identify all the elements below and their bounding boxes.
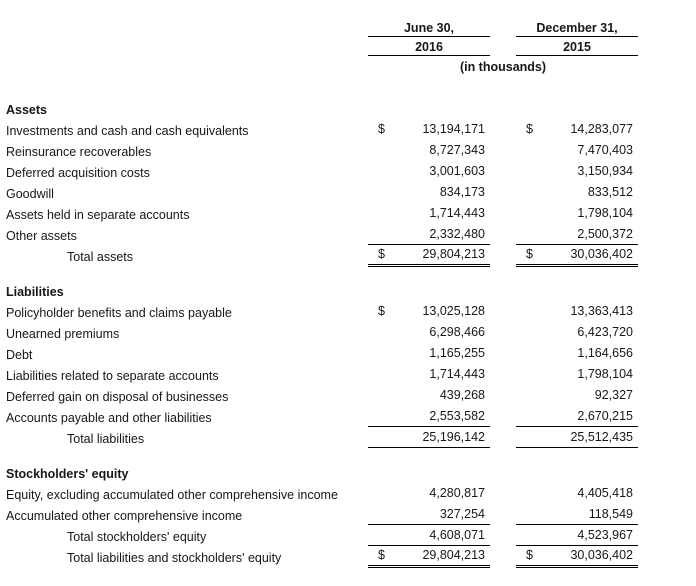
currency-symbol: $ (526, 547, 533, 562)
amount-value: 2,332,480 (429, 226, 485, 241)
spacer-cell (0, 55, 368, 75)
amount-value: 833,512 (587, 185, 633, 199)
amount-2016 (368, 321, 490, 342)
section-header: Liabilities (6, 285, 64, 299)
amount-2016 (368, 160, 490, 181)
amount-value: 1,164,656 (577, 346, 633, 360)
spacer-row (0, 265, 696, 279)
amount-value: 30,036,402 (570, 246, 633, 261)
amount-value: 29,804,213 (422, 547, 485, 562)
table-row (0, 160, 696, 181)
amount-2015 (516, 482, 638, 503)
amount-2015 (516, 118, 638, 139)
amount-value: 3,001,603 (429, 164, 485, 178)
currency-symbol: $ (526, 122, 533, 136)
spacer-cell (638, 36, 696, 55)
section-header: Stockholders' equity (6, 467, 129, 481)
currency-symbol: $ (378, 547, 385, 562)
spacer-cell (490, 36, 516, 55)
amount-value: 30,036,402 (570, 547, 633, 562)
amount-2016 (368, 545, 490, 566)
amount-2015 (516, 545, 638, 566)
table-row (0, 118, 696, 139)
row-label: Accumulated other comprehensive income (6, 509, 243, 523)
amount-2016 (368, 363, 490, 384)
amount-value: 6,423,720 (577, 325, 633, 339)
column-header-year-2015: 2015 (516, 36, 638, 55)
table-row (0, 36, 696, 55)
amount-value: 2,670,215 (577, 408, 633, 423)
column-header-year-2016: 2016 (368, 36, 490, 55)
column-header-period-2015: December 31, (516, 14, 638, 36)
amount-2016 (368, 384, 490, 405)
row-label: Investments and cash and cash equivalents (6, 124, 249, 138)
amount-2016 (368, 300, 490, 321)
row-label: Deferred acquisition costs (6, 166, 150, 180)
amount-2016 (368, 426, 490, 447)
amount-value: 1,714,443 (429, 206, 485, 220)
amount-2015 (516, 321, 638, 342)
row-label: Total assets (67, 250, 134, 264)
row-label: Total liabilities and stockholders' equity (67, 551, 282, 565)
amount-2016 (368, 139, 490, 160)
amount-2016 (368, 524, 490, 545)
amount-2015 (516, 244, 638, 265)
table-row (0, 405, 696, 426)
amount-2015 (516, 300, 638, 321)
spacer-row (0, 447, 696, 461)
amount-value: 4,405,418 (577, 486, 633, 500)
amount-value: 4,608,071 (429, 527, 485, 542)
table-row (0, 482, 696, 503)
amount-2015 (516, 181, 638, 202)
amount-value: 29,804,213 (422, 246, 485, 261)
table-row (0, 202, 696, 223)
amount-2015 (516, 503, 638, 524)
amount-value: 1,798,104 (577, 367, 633, 381)
amount-2015 (516, 223, 638, 244)
section-header-row (0, 279, 696, 300)
amount-value: 13,025,128 (422, 304, 485, 318)
row-label: Unearned premiums (6, 327, 120, 341)
section-header-row (0, 461, 696, 482)
row-label: Goodwill (6, 187, 54, 201)
section-header: Assets (6, 103, 47, 117)
table-row (0, 139, 696, 160)
table-row (0, 321, 696, 342)
row-label: Equity, excluding accumulated other comprehensive income (6, 488, 338, 502)
amount-value: 834,173 (439, 185, 485, 199)
table-row (0, 363, 696, 384)
spacer-cell (490, 14, 516, 36)
amount-value: 13,363,413 (570, 304, 633, 318)
amount-value: 1,714,443 (429, 367, 485, 381)
row-label: Policyholder benefits and claims payable (6, 306, 232, 320)
currency-symbol: $ (378, 246, 385, 261)
amount-2015 (516, 524, 638, 545)
table-row (0, 503, 696, 524)
spacer-cell (0, 14, 368, 36)
spacer-cell (638, 55, 696, 75)
column-header-period-2016: June 30, (368, 14, 490, 36)
section-header-row (0, 97, 696, 118)
amount-2016 (368, 181, 490, 202)
total-row (0, 244, 696, 265)
amount-2015 (516, 426, 638, 447)
amount-2015 (516, 363, 638, 384)
amount-value: 1,798,104 (577, 206, 633, 220)
amount-value: 25,196,142 (422, 429, 485, 444)
table-row (0, 384, 696, 405)
amount-value: 8,727,343 (429, 143, 485, 157)
amount-value: 3,150,934 (577, 164, 633, 178)
amount-2016 (368, 202, 490, 223)
amount-value: 6,298,466 (429, 325, 485, 339)
amount-2016 (368, 405, 490, 426)
amount-value: 92,327 (594, 388, 633, 402)
amount-2016 (368, 223, 490, 244)
row-label: Accounts payable and other liabilities (6, 411, 212, 425)
table-row (0, 14, 696, 36)
spacer-cell (638, 14, 696, 36)
row-label: Debt (6, 348, 33, 362)
table-row (0, 223, 696, 244)
total-row (0, 545, 696, 566)
amount-2015 (516, 342, 638, 363)
total-row (0, 426, 696, 447)
table-row (0, 55, 696, 75)
amount-2016 (368, 503, 490, 524)
row-label: Reinsurance recoverables (6, 145, 152, 159)
amount-2016 (368, 118, 490, 139)
balance-sheet-table (0, 14, 696, 568)
currency-symbol: $ (378, 304, 385, 318)
spacer-cell (0, 36, 368, 55)
amount-value: 4,280,817 (429, 486, 485, 500)
amount-2016 (368, 482, 490, 503)
amount-value: 4,523,967 (577, 527, 633, 542)
table-row (0, 342, 696, 363)
total-row (0, 524, 696, 545)
row-label: Other assets (6, 229, 77, 243)
amount-value: 1,165,255 (429, 346, 485, 360)
amount-2015 (516, 384, 638, 405)
row-label: Deferred gain on disposal of businesses (6, 390, 229, 404)
amount-value: 118,549 (588, 506, 633, 521)
amount-2015 (516, 405, 638, 426)
amount-value: 25,512,435 (570, 429, 633, 444)
row-label: Liabilities related to separate accounts (6, 369, 219, 383)
amount-value: 327,254 (439, 506, 485, 521)
amount-value: 439,268 (439, 388, 485, 402)
amount-value: 2,553,582 (429, 408, 485, 423)
row-label: Total liabilities (67, 432, 145, 446)
amount-value: 14,283,077 (570, 122, 633, 136)
row-label: Total stockholders' equity (67, 530, 207, 544)
units-note: (in thousands) (459, 60, 547, 74)
amount-2015 (516, 202, 638, 223)
amount-2016 (368, 342, 490, 363)
spacer-row (0, 75, 696, 97)
table-row (0, 300, 696, 321)
amount-value: 13,194,171 (422, 122, 485, 136)
table-row (0, 181, 696, 202)
currency-symbol: $ (526, 246, 533, 261)
amount-2015 (516, 139, 638, 160)
amount-2016 (368, 244, 490, 265)
amount-2015 (516, 160, 638, 181)
amount-value: 2,500,372 (577, 226, 633, 241)
row-label: Assets held in separate accounts (6, 208, 190, 222)
currency-symbol: $ (378, 122, 385, 136)
amount-value: 7,470,403 (577, 143, 633, 157)
